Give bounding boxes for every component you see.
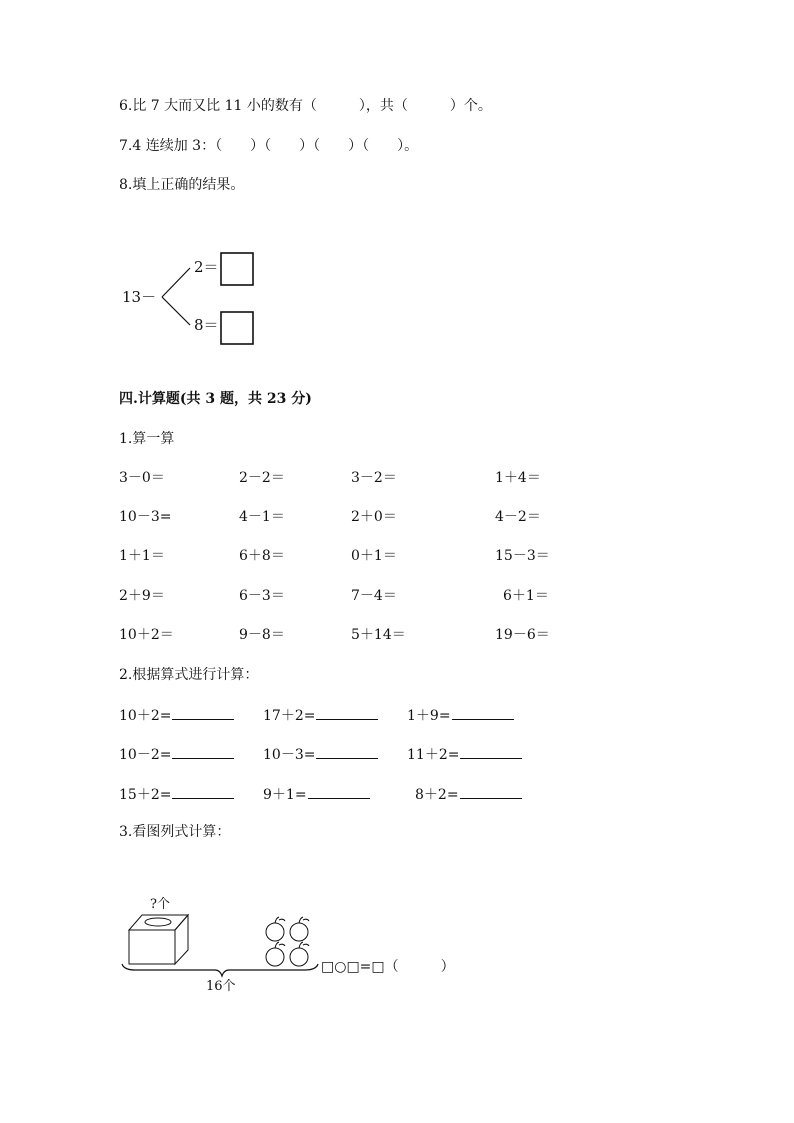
- s1-item: 5＋14＝: [351, 627, 406, 643]
- s1-item: 2＋9＝: [119, 588, 165, 604]
- s1-item: 6－3＝: [239, 588, 285, 604]
- s2-item: 10＋2=: [119, 705, 234, 725]
- answer-blank: [460, 784, 522, 799]
- brace: [122, 964, 318, 976]
- answer-blank: [172, 705, 234, 720]
- s1-item: 0＋1＝: [351, 548, 397, 564]
- s1-item: 3－0＝: [119, 470, 165, 486]
- s1-item: 7－4＝: [351, 588, 397, 604]
- s1-item: 19－6＝: [495, 627, 550, 643]
- unknown-count-label: ?个: [150, 897, 170, 912]
- answer-blank: [172, 744, 234, 759]
- answer-blank: [316, 744, 378, 759]
- answer-formula: □○□=□（ ）: [321, 959, 455, 975]
- q8-top-expression: 2＝: [194, 258, 219, 276]
- s1-item: 10－3=: [119, 509, 172, 525]
- s1-item: 6＋1＝: [503, 588, 549, 604]
- s2-item: 1＋9=: [407, 705, 514, 725]
- answer-blank: [460, 744, 522, 759]
- s1-item: 1＋1＝: [119, 548, 165, 564]
- s1-item: 10＋2＝: [119, 627, 174, 643]
- s1-item: 15－3＝: [495, 548, 550, 564]
- s1-item: 1＋4＝: [495, 470, 541, 486]
- s2-item: 17＋2=: [263, 705, 378, 725]
- s2-item: 10－2=: [119, 744, 234, 764]
- s1-item: 2－2＝: [239, 470, 285, 486]
- answer-box-bottom: [221, 312, 253, 344]
- s2-item: 11＋2=: [407, 744, 522, 764]
- q8-minuend: 13－: [122, 288, 157, 306]
- s1-item: 2＋0＝: [351, 509, 397, 525]
- s1-item: 6＋8＝: [239, 548, 285, 564]
- s2-item: 8＋2=: [415, 784, 522, 804]
- section-4-title: 四.计算题(共 3 题，共 23 分): [119, 391, 312, 407]
- answer-box-top: [221, 253, 253, 285]
- s1-title: 1.算一算: [119, 431, 175, 447]
- s2-item: 10－3=: [263, 744, 378, 764]
- s1-item: 9－8＝: [239, 627, 285, 643]
- question-6: 6.比 7 大而又比 11 小的数有（ ），共（ ）个。: [119, 98, 492, 114]
- q8-bottom-expression: 8＝: [194, 316, 219, 334]
- s2-item: 15＋2=: [119, 784, 234, 804]
- total-count-label: 16个: [206, 979, 236, 994]
- apples-illustration: [266, 917, 309, 966]
- s1-item: 4－2＝: [495, 509, 541, 525]
- answer-blank: [172, 784, 234, 799]
- box-illustration: [129, 915, 188, 964]
- question-8: 8.填上正确的结果。: [119, 177, 245, 193]
- s3-title: 3.看图列式计算：: [119, 824, 231, 840]
- s2-title: 2.根据算式进行计算：: [119, 667, 259, 683]
- s1-item: 3－2＝: [351, 470, 397, 486]
- answer-blank: [316, 705, 378, 720]
- s1-item: 4－1＝: [239, 509, 285, 525]
- question-7: 7.4 连续加 3：（ ）（ ）（ ）（ ）。: [119, 138, 419, 154]
- s2-item: 9＋1=: [263, 784, 370, 804]
- answer-blank: [308, 784, 370, 799]
- answer-blank: [452, 705, 514, 720]
